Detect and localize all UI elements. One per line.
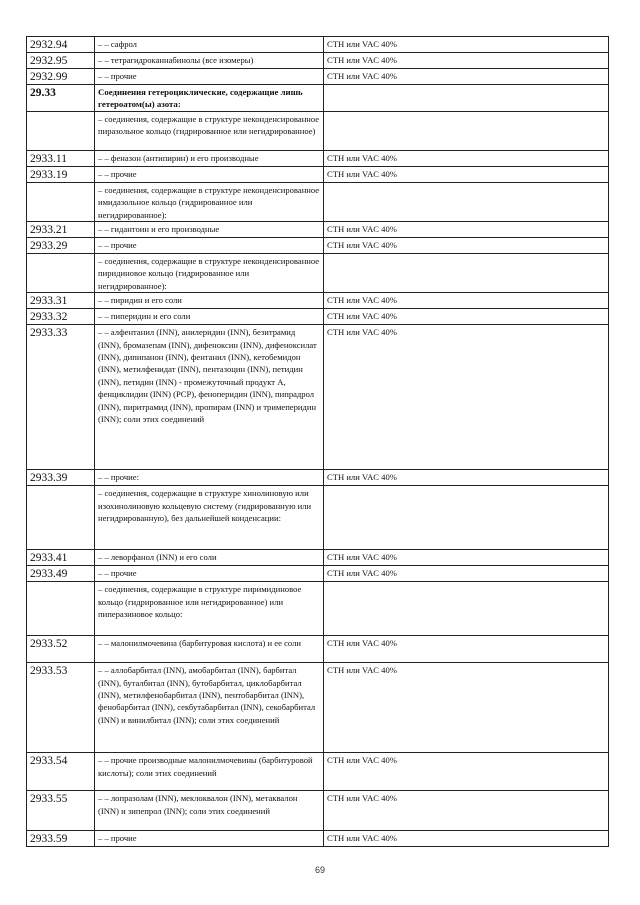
duty-rate-cell [324, 486, 609, 550]
duty-rate-cell: СТН или VAC 40% [324, 37, 609, 53]
code-cell: 2933.11 [27, 150, 95, 166]
code-cell: 2933.21 [27, 222, 95, 238]
duty-rate-cell: СТН или VAC 40% [324, 636, 609, 663]
table-row [27, 69, 609, 85]
duty-rate-cell: СТН или VAC 40% [324, 566, 609, 582]
table-row [27, 550, 609, 566]
code-cell [27, 254, 95, 293]
page-number: 69 [314, 865, 325, 875]
description-cell: – – прочие [95, 566, 324, 582]
code-cell: 2933.53 [27, 663, 95, 753]
table-row [27, 222, 609, 238]
code-cell: 2933.54 [27, 753, 95, 791]
code-cell: 2933.33 [27, 325, 95, 470]
duty-rate-cell: СТН или VAC 40% [324, 53, 609, 69]
code-cell: 2933.59 [27, 831, 95, 847]
code-cell: 2933.49 [27, 566, 95, 582]
table-row [27, 166, 609, 182]
table-row [27, 238, 609, 254]
duty-rate-cell [324, 85, 609, 112]
code-cell: 2932.94 [27, 37, 95, 53]
code-cell: 2933.52 [27, 636, 95, 663]
duty-rate-cell: СТН или VAC 40% [324, 69, 609, 85]
code-cell: 29.33 [27, 85, 95, 112]
description-cell: – соединения, содержащие в структуре неконденсированное пиразольное кольцо (гидрированное или негидрированное) [95, 111, 324, 150]
description-cell: – – прочие [95, 831, 324, 847]
duty-rate-cell [324, 582, 609, 636]
code-cell: 2933.39 [27, 470, 95, 486]
code-cell: 2933.55 [27, 791, 95, 831]
duty-rate-cell: СТН или VAC 40% [324, 550, 609, 566]
description-cell: – соединения, содержащие в структуре неконденсированное имидазольное кольцо (гидрированное или негидрированное): [95, 182, 324, 221]
table-row [27, 791, 609, 831]
duty-rate-cell [324, 111, 609, 150]
description-cell: – – аллобарбитал (INN), амобарбитал (INN), барбитал (INN), буталбитал (INN), бутобарбитал, циклобарбитал (INN), метилфенобарбитал (INN), пентобарбитал (INN), фенобарбитал (INN), секбутабарбитал (INN), секобарбитал (INN) и винилбитал (INN); соли этих соединений [95, 663, 324, 753]
duty-rate-cell: СТН или VAC 40% [324, 293, 609, 309]
description-cell: – – феназон (антипирин) и его производные [95, 150, 324, 166]
document-page [26, 36, 614, 847]
tariff-table-body [27, 37, 609, 847]
duty-rate-cell [324, 254, 609, 293]
heading-row [27, 85, 609, 112]
description-cell: – – пиперидин и его соли [95, 309, 324, 325]
table-row [27, 486, 609, 550]
duty-rate-cell: СТН или VAC 40% [324, 166, 609, 182]
description-cell: – – пиридин и его соли [95, 293, 324, 309]
duty-rate-cell: СТН или VAC 40% [324, 309, 609, 325]
duty-rate-cell: СТН или VAC 40% [324, 470, 609, 486]
description-cell: – соединения, содержащие в структуре пиримидиновое кольцо (гидрированное или негидрированное) или пиперазиновое кольцо: [95, 582, 324, 636]
table-row [27, 293, 609, 309]
table-row [27, 309, 609, 325]
duty-rate-cell: СТН или VAC 40% [324, 325, 609, 470]
duty-rate-cell [324, 182, 609, 221]
description-cell: – – прочие [95, 69, 324, 85]
description-cell: – – прочие производные малонилмочевины (барбитуровой кислоты); соли этих соединений [95, 753, 324, 791]
code-cell: 2933.19 [27, 166, 95, 182]
table-row [27, 753, 609, 791]
table-row [27, 582, 609, 636]
table-row [27, 53, 609, 69]
duty-rate-cell: СТН или VAC 40% [324, 753, 609, 791]
code-cell: 2933.41 [27, 550, 95, 566]
code-cell [27, 486, 95, 550]
table-row [27, 182, 609, 221]
description-cell: Соединения гетероциклические, содержащие лишь гетероатом(ы) азота: [95, 85, 324, 112]
description-cell: – – прочие [95, 166, 324, 182]
code-cell: 2933.29 [27, 238, 95, 254]
code-cell [27, 182, 95, 221]
description-cell: – – сафрол [95, 37, 324, 53]
description-cell: – соединения, содержащие в структуре хинолиновую или изохинолиновую кольцевую систему (гидрированную или негидрированную), без дальнейшей конденсации: [95, 486, 324, 550]
tariff-table [26, 36, 609, 847]
table-row [27, 254, 609, 293]
description-cell: – – гидантоин и его производные [95, 222, 324, 238]
table-row [27, 37, 609, 53]
table-row [27, 111, 609, 150]
table-row [27, 663, 609, 753]
table-row [27, 636, 609, 663]
duty-rate-cell: СТН или VAC 40% [324, 831, 609, 847]
description-cell: – соединения, содержащие в структуре неконденсированное пиридиновое кольцо (гидрированное или негидрированное): [95, 254, 324, 293]
description-cell: – – прочие [95, 238, 324, 254]
table-row [27, 831, 609, 847]
table-row [27, 150, 609, 166]
duty-rate-cell: СТН или VAC 40% [324, 663, 609, 753]
description-cell: – – алфентанил (INN), анилеридин (INN), безитрамид (INN), бромазепам (INN), дифеноксин (INN), дифеноксилат (INN), дипипанон (INN), фентанил (INN), кетобемидон (INN), метилфенидат (INN), пентазоцин (INN), петидин (INN), петидин (INN) - промежуточный продукт А, фенциклидин (INN) (PCP), феноперидин (INN), пипрадрол (INN), пиритрамид (INN), пропирам (INN) и тримеперидин (INN); соли этих соединений [95, 325, 324, 470]
code-cell: 2933.31 [27, 293, 95, 309]
duty-rate-cell: СТН или VAC 40% [324, 222, 609, 238]
duty-rate-cell: СТН или VAC 40% [324, 238, 609, 254]
code-cell: 2932.95 [27, 53, 95, 69]
code-cell: 2933.32 [27, 309, 95, 325]
duty-rate-cell: СТН или VAC 40% [324, 791, 609, 831]
code-cell [27, 111, 95, 150]
description-cell: – – лопразолам (INN), меклоквалон (INN), метаквалон (INN) и зипепрол (INN); соли этих соединений [95, 791, 324, 831]
code-cell [27, 582, 95, 636]
code-cell: 2932.99 [27, 69, 95, 85]
table-row [27, 566, 609, 582]
description-cell: – – малонилмочевина (барбитуровая кислота) и ее соли [95, 636, 324, 663]
description-cell: – – тетрагидроканнабинолы (все изомеры) [95, 53, 324, 69]
description-cell: – – прочие: [95, 470, 324, 486]
table-row [27, 470, 609, 486]
duty-rate-cell: СТН или VAC 40% [324, 150, 609, 166]
table-row [27, 325, 609, 470]
description-cell: – – леворфанол (INN) и его соли [95, 550, 324, 566]
